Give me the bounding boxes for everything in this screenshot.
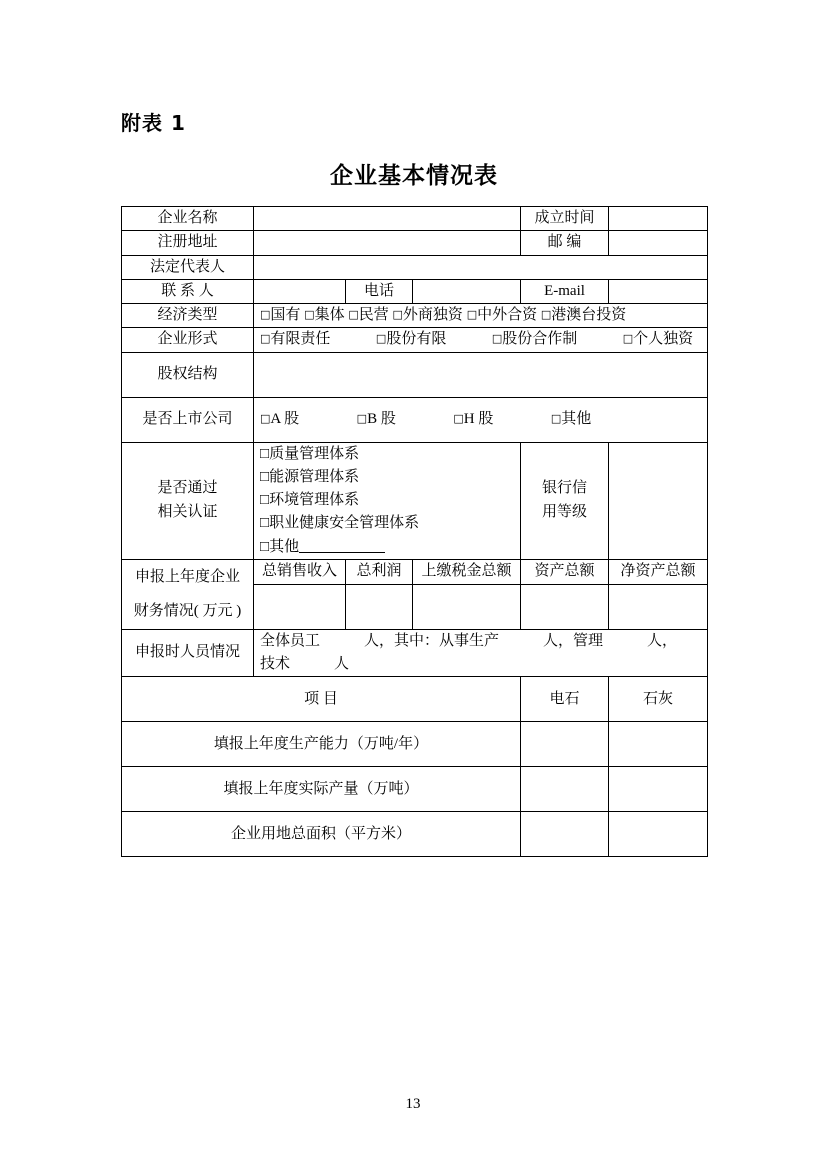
bank-credit-input[interactable] [609,442,708,559]
checkbox-option-listed-0[interactable] [260,411,299,427]
table-row-product-capacity [122,722,708,767]
checkbox-label: 职业健康安全管理体系 [269,515,420,532]
financial-column-header-0: 总销售收入 [254,559,346,584]
checkbox-label: 国有 [270,307,301,323]
certification-other-input[interactable] [299,538,385,553]
checkbox-option-economic-5[interactable] [541,307,626,323]
staff-label: 申报时人员情况 [122,629,254,677]
attachment-label: 附表 1 [121,111,186,135]
company-name-label: 企业名称 [122,207,254,231]
financial-label-line1: 申报上年度企业 [134,568,240,585]
company-basic-info-table [121,206,708,857]
checkbox-label: 有限责任 [270,331,331,348]
checkbox-icon: □ [260,411,271,425]
checkbox-label: 能源管理体系 [269,468,360,485]
checkbox-label: B 股 [367,410,396,427]
company-name-input[interactable] [254,207,521,231]
table-row-equity-structure [122,352,708,397]
product-row-label: 填报上年度实际产量（万吨） [122,767,521,812]
financial-value-0[interactable] [254,584,346,629]
enterprise-form-label: 企业形式 [122,328,254,352]
contact-input[interactable] [254,279,346,303]
email-label: E-mail [521,279,609,303]
financial-value-4[interactable] [609,584,708,629]
checkbox-icon: □ [260,515,270,532]
checkbox-option-form-2[interactable] [492,331,577,347]
checkbox-label: 个人独资 [633,331,694,348]
bank-credit-label-line2: 用等级 [542,503,588,520]
established-time-input[interactable] [609,207,708,231]
table-row-staff [122,629,708,677]
checkbox-label: 港澳台投资 [551,307,627,323]
checkbox-icon: □ [392,308,403,321]
checkbox-icon: □ [260,492,270,508]
checkbox-option-economic-3[interactable] [393,307,463,323]
product-column-header-1: 石灰 [609,677,708,722]
equity-structure-label: 股权结构 [122,352,254,397]
phone-label: 电话 [346,279,413,303]
checkbox-option-form-1[interactable] [376,331,446,347]
certification-options [254,442,521,559]
table-row-economic-type [122,304,708,328]
financial-value-2[interactable] [413,584,521,629]
checkbox-option-form-3[interactable] [623,331,693,347]
bank-credit-label-line1: 银行信 [542,480,588,497]
checkbox-icon: □ [260,332,271,346]
legal-representative-input[interactable] [254,255,708,279]
items-header: 项 目 [122,677,521,722]
registered-address-label: 注册地址 [122,231,254,255]
postcode-label: 邮 编 [521,231,609,255]
legal-representative-label: 法定代表人 [122,255,254,279]
checkbox-icon: □ [348,308,359,321]
table-row-listed-company [122,397,708,442]
certification-label-line2: 相关认证 [157,503,218,520]
checkbox-icon: □ [540,308,552,321]
postcode-input[interactable] [609,231,708,255]
checkbox-icon: □ [453,411,464,425]
table-row-product-header [122,677,708,722]
staff-text-d: 人， [647,632,678,649]
product-row-value-0[interactable] [521,812,609,857]
checkbox-label: 股份合作制 [502,331,578,348]
certification-label [122,442,254,559]
checkbox-label: 其他 [269,538,300,555]
checkbox-option-economic-4[interactable] [467,307,537,323]
checkbox-icon: □ [491,332,503,346]
product-row-value-1[interactable] [609,722,708,767]
product-column-header-0: 电石 [521,677,609,722]
checkbox-label: 其他 [561,410,592,427]
table-row-certification [122,442,708,559]
checkbox-label: 质量管理体系 [269,445,360,462]
listed-company-label: 是否上市公司 [122,397,254,442]
financial-value-3[interactable] [521,584,609,629]
page-number: 13 [405,1096,421,1112]
financial-column-header-1: 总利润 [346,559,413,584]
checkbox-label: H 股 [463,410,494,427]
product-row-value-1[interactable] [609,767,708,812]
checkbox-option-cert-3[interactable] [260,512,514,535]
financial-column-header-4: 净资产总额 [609,559,708,584]
product-row-value-0[interactable] [521,722,609,767]
checkbox-icon: □ [260,308,271,321]
checkbox-option-listed-2[interactable] [453,411,493,427]
checkbox-icon: □ [622,332,634,346]
enterprise-form-options [254,328,708,352]
checkbox-label: 股份有限 [386,331,447,348]
economic-type-label: 经济类型 [122,304,254,328]
checkbox-label: 外商独资 [402,307,463,323]
checkbox-label: 环境管理体系 [269,492,360,508]
checkbox-icon: □ [356,411,368,425]
table-row-contact [122,279,708,303]
staff-text-b: 人，其中：从事生产 [364,632,500,649]
product-row-label: 企业用地总面积（平方米） [122,812,521,857]
staff-text-c: 人，管理 [543,632,604,649]
financial-column-header-2: 上缴税金总额 [413,559,521,584]
checkbox-icon: □ [304,308,315,321]
email-input[interactable] [609,279,708,303]
checkbox-label: A 股 [270,410,300,427]
listed-company-options [254,397,708,442]
economic-type-options [254,304,708,328]
page-title: 企业基本情况表 [330,163,498,189]
checkbox-option-cert-2[interactable] [260,489,514,512]
checkbox-option-cert-other[interactable] [260,536,514,559]
product-row-value-1[interactable] [609,812,708,857]
staff-text-e: 技术 [260,656,291,672]
checkbox-option-listed-1[interactable] [357,411,396,427]
financial-column-header-3: 资产总额 [521,559,609,584]
table-row-registered-address [122,231,708,255]
checkbox-icon: □ [260,468,270,485]
equity-structure-input[interactable] [254,352,708,397]
table-row-company-name [122,207,708,231]
checkbox-icon: □ [260,538,270,555]
table-row-legal-representative [122,255,708,279]
checkbox-icon: □ [466,308,478,321]
table-row-enterprise-form [122,328,708,352]
bank-credit-label [521,442,609,559]
staff-text-f: 人 [334,656,350,672]
financial-label [122,559,254,629]
product-row-value-0[interactable] [521,767,609,812]
financial-label-line2: 财务情况( 万元 ) [133,603,242,620]
product-row-label: 填报上年度生产能力（万吨/年） [122,722,521,767]
checkbox-option-listed-3[interactable] [551,411,591,427]
checkbox-option-form-0[interactable] [260,331,330,347]
established-time-label: 成立时间 [521,207,609,231]
contact-label: 联 系 人 [122,279,254,303]
checkbox-option-economic-2[interactable] [348,307,388,323]
staff-text-a: 全体员工 [260,632,321,649]
checkbox-icon: □ [260,445,270,462]
checkbox-label: 民营 [358,307,389,323]
checkbox-option-cert-1[interactable] [260,466,514,489]
checkbox-icon: □ [375,332,387,346]
staff-line-2 [260,653,701,676]
checkbox-label: 中外合资 [477,307,538,323]
checkbox-option-economic-1[interactable] [304,307,344,323]
table-row-product-output [122,767,708,812]
certification-label-line1: 是否通过 [157,480,218,497]
table-row-land-area [122,812,708,857]
staff-input[interactable] [254,629,708,677]
checkbox-option-cert-0[interactable] [260,443,514,466]
table-row-financial-header [122,559,708,584]
checkbox-icon: □ [550,411,562,425]
checkbox-option-economic-0[interactable] [260,307,300,323]
checkbox-label: 集体 [314,307,345,323]
financial-value-1[interactable] [346,584,413,629]
staff-line-1 [260,630,701,653]
registered-address-input[interactable] [254,231,521,255]
phone-input[interactable] [413,279,521,303]
